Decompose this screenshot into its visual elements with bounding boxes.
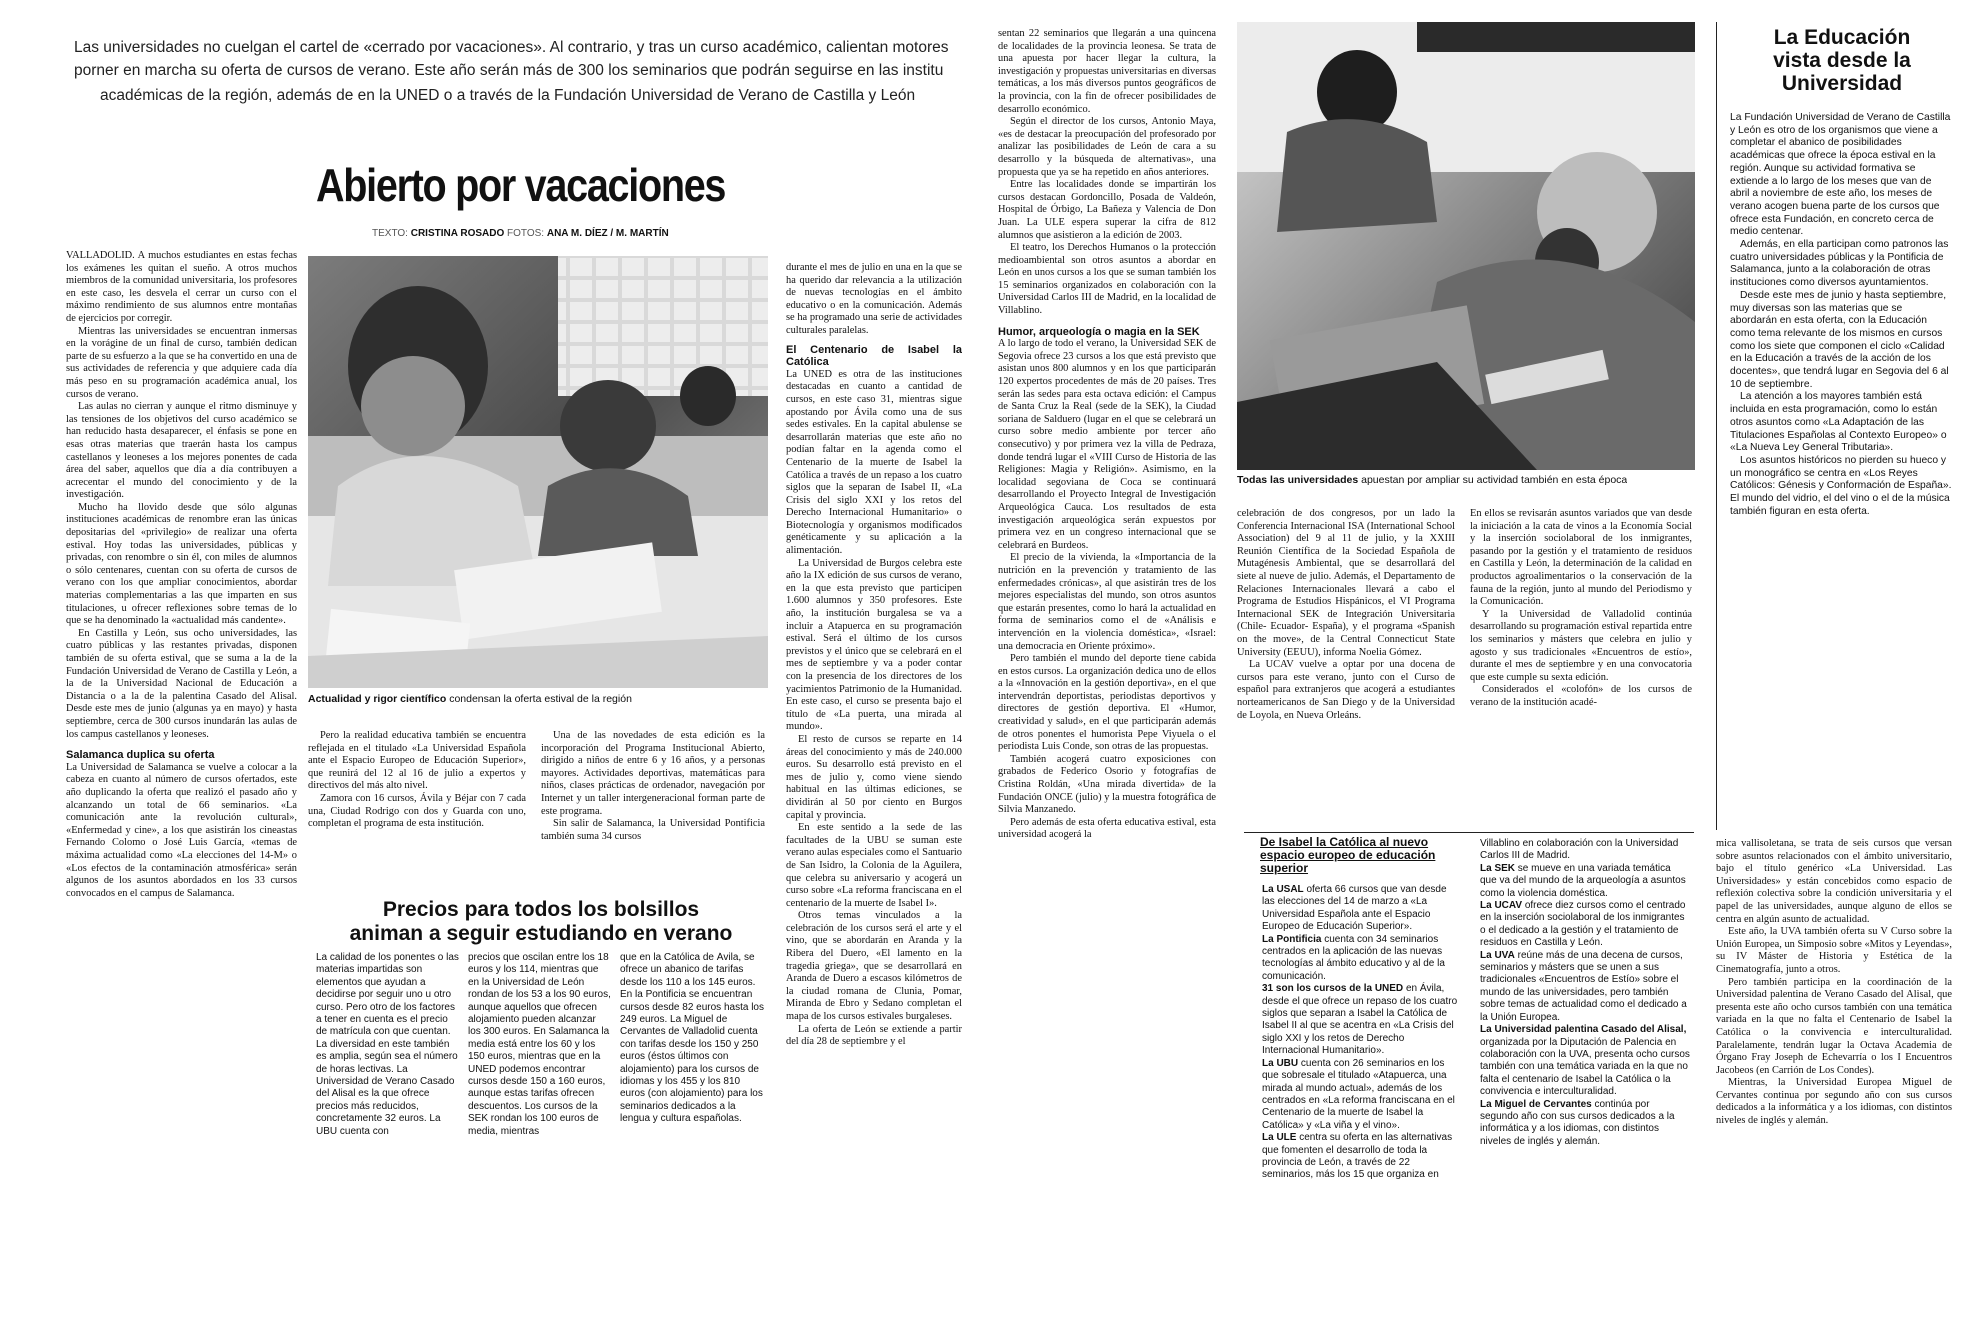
col4-p6: Otros temas vinculados a la celebración de los cursos será el arte y el vino, que se abordarán en Aranda y la Ribera del Duero, «El lamento en la tragedia griega», que se desarrollará en Aranda de Duero a escasos kilómetros de la ciudad romana de Clunia, Pomar, Miranda de Ebro y Sedano completan el mapa de los cursos estivales burgaleses. (786, 910, 962, 1023)
column-2 (308, 730, 526, 870)
prices-title-line1: Precios para todos los bolsillos (382, 898, 700, 921)
byline (372, 228, 669, 239)
sidebar-p5: Los asuntos históricos no pierden su hueco y un monográfico se centra en «Los Reyes Católicos: Génesis y Conformación de España». El mundo del vidrio, el del vino o el de la música también figuran en esta oferta. (1730, 454, 1952, 517)
col4-p5: En este sentido a la sede de las facultades de la UBU se suman este verano aulas especiales como el Santuario de San Isidro, la Colonia de la Aguilera, que celebra su aniversario y acogerá un curso sobre «La reforma franciscana en el centenario de la muerte de Isabel I». (786, 822, 962, 909)
col5-p3: Entre las localidades donde se impartirán los cursos destacan Gordoncillo, Posada de Valdeón, Hospital de Órbigo, La Bañeza y Valencia de Don Juan. La ULE espera superar la cifra de 812 alumnos que asistieron a la edición de 2003. (998, 179, 1216, 241)
box2-sek (1480, 863, 1690, 900)
col2-p2: Zamora con 16 cursos, Ávila y Béjar con 7 cada una, Ciudad Rodrigo con dos y Guarda con uno, completan el programa de esta institución. (308, 792, 526, 830)
prices-col-1 (316, 952, 460, 1304)
box2-ubu-text: cuenta con 26 seminarios en los que sobresale el titulado «Atapuerca, una mirada al mundo actual», además de los centrados en «La reforma franciscana en el Centenario de la muerte de Isabel la Católica» y «La viña y el vino». (1262, 1057, 1455, 1131)
col5-subhead: Humor, arqueología o magia en la SEK (998, 325, 1200, 338)
box2-sek-lead: La SEK (1480, 862, 1516, 874)
column-7 (1470, 508, 1692, 808)
photo1-caption (308, 693, 632, 705)
sidebar-p3: Desde este mes de junio y hasta septiembre, muy diversas son las materias que se abordarán en esta oferta, con la Educación como tema relevante de los mismos en cursos como los siete que componen el ciclo «Calidad en la Educación a través de la acción de los docentes», que tendrá lugar en Segovia del 6 al 10 de septiembre. (1730, 289, 1949, 390)
prices-col-3 (620, 952, 766, 1304)
col1-p4: Mucho ha llovido desde que sólo algunas instituciones académicas de renombre eran las únicas depositarias del «privilegio» de realizar una oferta estival. Hoy todas las universidades, públicas y privadas, con renombre o sin él, con miles de alumnos o sólo centenares, cuentan con su oferta de cursos de verano con los que ampliar conocimientos, abordar materias complementarias a las que imparten en sus titulaciones, u ofrecer reflexiones sobre temas de lo que se ha denominado la «actualidad más candente». (66, 501, 297, 627)
col4-p4: El resto de cursos se reparte en 14 áreas del conocimiento y más de 240.000 euros. Su desarrollo está previsto en el mes de julio y, como viene siendo habitual en las últimas ediciones, se dividirán al 50 por ciento en Burgos capital y provincia. (786, 733, 962, 821)
box2-cervantes-lead: La Miguel de Cervantes (1480, 1098, 1592, 1110)
photo1-caption-bold: Actualidad y rigor científico (308, 693, 447, 705)
photo-students-exam (308, 256, 768, 688)
col6-p1: celebración de dos congresos, por un lado la Conferencia Internacional ISA (International School Association) del 9 al 11 de julio, y la XXIII Reunión Científica de la Sociedad Española de Mutagénesis Ambiental, que se desarrollará del siete al nueve de julio. Además, el Departamento de Relaciones Internacionales llevará a cabo el Programa de Estudios Hispánicos, el VI Programa Internacional SEK de Integración Universitaria (Chile- Ecuador- España), y el programa «Spanish on the move», de la Central Connecticut State University (EEUU), informa Noelia Gómez. (1237, 508, 1455, 658)
box2-ucav (1480, 900, 1690, 950)
col1-p1: VALLADOLID. A muchos estudiantes en estas fechas los exámenes les quitan el sueño. A otros muchos miembros de la comunidad universitaria, los profesores en este caso, les desvela el cerrar un curso con el máximo rendimiento de sus alumnos entre montañas de ejercicios por corregir. (66, 250, 297, 324)
box2-ubu (1262, 1058, 1462, 1132)
col2-p1: Pero la realidad educativa también se encuentra reflejada en el titulado «La Universidad Española ante el Espacio Europeo de Educación Superior», que reunirá del 12 al 16 de julio a expertos y directivos del más alto nivel. (308, 730, 526, 792)
box2-usal-lead: La USAL (1262, 884, 1304, 895)
sidebar-title-line3: Universidad (1781, 72, 1903, 95)
prices-c1: La calidad de los ponentes o las materias impartidas son elementos que ayudan a decidirse por seguir uno u otro curso. Pero otro de los factores a tener en cuenta es el precio de matrícula con que cuentan. La diversidad en este también es amplia, según sea el número de horas lectivas. La Universidad de Verano Casado del Alisal es la que ofrece precios más reducidos, concretamente 32 euros. La UBU cuenta con (316, 952, 459, 1137)
headline: Abierto por vacaciones (316, 159, 726, 211)
box2-usal-text: oferta 66 cursos que van desde las elecciones del 14 de marzo a «La Universidad Española ante el Espacio Europeo de Educación Superior». (1262, 884, 1447, 933)
box2-col-left (1262, 884, 1462, 1310)
box2-palentina-lead: La Universidad palentina Casado del Alisal, (1480, 1024, 1687, 1036)
photo-classroom-image (1237, 22, 1695, 470)
col5-p6: El precio de la vivienda, la «Importancia de la nutrición en la prevención y tratamiento de las enfermedades crónicas», al que asistirán tres de los mejores especialistas del mundo, son otros asuntos que estarán presentes, como lo hará la actualidad en forma de seminarios como el de «Análisis e intervención en la violencia doméstica», «Israel: una democracia en Oriente próximo». (998, 552, 1216, 652)
col5-p2: Según el director de los cursos, Antonio Maya, «es de destacar la preocupación del profesorado por analizar las posibilidades de León de cara a su desarrollo y la búsqueda de alternativas», una propuesta que ya se ha repetido en años anteriores. (998, 116, 1216, 178)
col5-p1: sentan 22 seminarios que llegarán a una quincena de localidades de la provincia leonesa. Se trata de una apuesta por hacer llegar la cultura, la investigación y propuestas universitarias en diversas temáticas, a los más diversos puntos geográficos de la provincia, con la fin de ofrecer posibilidades de desarrollo económico. (998, 28, 1216, 115)
col1-p5: En Castilla y León, sus ocho universidades, las cuatro públicas y las restantes privadas, disponen también de su oferta estival, que se suma a la de la Fundación Universidad de Verano de Castilla y León, a la de la Universidad Nacional de Educación a Distancia o a la de la palentina Casado del Alisal. Desde este mes de junio (algunas ya en mayo) y hasta septiembre, cerca de 300 cursos inundarán las aulas de los campus castellanos y leoneses. (66, 627, 297, 740)
column-6 (1237, 508, 1455, 808)
byline-fotos-label: FOTOS: (507, 228, 545, 239)
column-4 (786, 262, 962, 1310)
col5-p4: El teatro, los Derechos Humanos o la protección medioambiental son otros asuntos a abordar en León en unos cursos a los que se suman también los 15 seminarios organizados en colaboración con la Universidad Carlos III de Madrid, en la localidad de Villablino. (998, 242, 1216, 317)
intro-line-1: Las universidades no cuelgan el cartel de «cerrado por vacaciones». Al contrario, y tras un curso académico, calientan motores (74, 39, 949, 56)
col1-p3: Las aulas no cierran y aunque el ritmo disminuye y las tensiones de los objetivos del curso académico se han reducido hasta desaparecer, el énfasis se pone en esas otras materias que traerán hasta los campus castellanos y leoneses a los mejores ponentes de cada área del saber, aquellos que día a día contribuyen a acrecentar el mundo del conocimiento y de la investigación. (66, 401, 297, 501)
box2-uned (1262, 983, 1462, 1057)
box2-top-rule (1244, 832, 1694, 833)
col8-p2: Este año, la UVA también oferta su V Curso sobre la Unión Europea, un Simposio sobre «Mitos y Leyendas», su IV Máster de Historia y Estética de la Cinematografía, junto a otros. (1716, 926, 1952, 975)
sidebar-p1: La Fundación Universidad de Verano de Castilla y León es otro de los organismos que viene a completar el abanico de posibilidades académicas que ofrece la época estival en la región. Aunque su actividad formativa se extiende a lo largo de los meses que van de abril a noviembre de este año, los meses de verano acogen buena parte de los cursos que ofrece esta Fundación, en concreto cerca de medio centenar. (1730, 112, 1951, 238)
photo2-caption-bold: Todas las universidades (1237, 474, 1359, 486)
col3-p2: Sin salir de Salamanca, la Universidad Pontificia también suma 34 cursos (541, 818, 765, 842)
intro-line-3: académicas de la región, además de en la UNED o a través de la Fundación Universidad de Verano de Castilla y León (100, 87, 916, 104)
box2-pontificia-text: cuenta con 34 seminarios centrados en la aplicación de las nuevas tecnologías al ámbito educativo y al de la comunicación. (1262, 933, 1445, 982)
photo2-caption-text: apuestan por ampliar su actividad también en esta época (1361, 474, 1628, 486)
sidebar-body (1730, 112, 1952, 812)
box2-ucav-text: ofrece diez cursos como el centrado en la inserción sociolaboral de los inmigrantes o el dedicado a la gestión y el tratamiento de residuos en Castilla y León. (1480, 900, 1686, 949)
photo2-caption (1237, 474, 1627, 486)
prices-title-line2: animan a seguir estudiando en verano (349, 922, 733, 945)
box2-title: De Isabel la Católica al nuevo espacio europeo de educación superior (1260, 835, 1436, 875)
col5-p7: Pero también el mundo del deporte tiene cabida en estos cursos. La organización dedica uno de ellos a la «Innovación en la gestión deportiva», en el que intervendrán deportistas, periodistas deportivos y directores de gestión deportiva. El «Humor, creatividad y salud», en el que participarán además de otros ponentes el humorista Pepe Viyuela o el periodista Luis Conde, son otras de las propuestas. (998, 653, 1216, 753)
column-3 (541, 730, 765, 870)
col1-p6: La Universidad de Salamanca se vuelve a colocar a la cabeza en cuanto al número de cursos ofertados, este año duplicando la oferta que realizó el pasado año y alcanzando un total de 66 seminarios. «La comunicación ante la revolución cultural», «Enfermedad y cine», a los que asistirán los cineastas Fernando Colomo o José Luis García, «temas de máxima actualidad como «La elecciones del 14-M» o «Los efectos de la contaminación atmosférica» serán algunos de los asuntos abordados en los 33 cursos convocados en el campus de Salamanca. (66, 761, 297, 899)
box2-pontificia-lead: La Pontificia (1262, 933, 1322, 945)
sidebar-divider (1716, 22, 1717, 830)
col5-p5: A lo largo de todo el verano, la Universidad SEK de Segovia ofrece 23 cursos a los que está previsto que asistan unos 800 alumnos y en los que participarán 120 expertos procedentes de más de 20 países. Tres serán las sedes para esta octava edición: el Campus de Santa Cruz la Real (sede de la SEK), la Ciudad soriana de Salduero (lugar en el que se celebrará un curso sobre medio ambiente por tercer año consecutivo) y por primera vez la villa de Pedraza, donde tendrá lugar el «VIII Curso de Historia de las Religiones: Magia y Religión». Asimismo, en la localidad segoviana de Coca se continuará desarrollando el Proyecto Integral de Investigación Arqueológica Cauca. Los resultados de esta investigación arqueológica serán expuestos por primera vez en un congreso internacional que se celebrará en Burdeos. (998, 338, 1216, 551)
col4-p7: La oferta de León se extiende a partir del día 28 de septiembre y el (786, 1023, 962, 1048)
sidebar-title (1724, 26, 1960, 95)
byline-author: CRISTINA ROSADO (410, 228, 505, 239)
column-1 (66, 250, 297, 1310)
col1-subhead: Salamanca duplica su oferta (66, 749, 215, 762)
sidebar-p2: Además, en ella participan como patronos las cuatro universidades públicas y la Pontificia de Salamanca, junto a la colaboración de otras instituciones como diversos ayuntamientos. (1730, 239, 1949, 289)
box2-cervantes (1480, 1099, 1690, 1149)
col7-p2: Y la Universidad de Valladolid continúa desarrollando su programación estival repartida entre los seminarios y másters que celebra en julio y agosto y sus tradicionales «Encuentros de estío», durante el mes de septiembre y en una convocatoria que este cumple su sexta edición. (1470, 608, 1692, 683)
col5-p9: Pero además de esta oferta educativa estival, esta universidad acogerá la (998, 816, 1216, 841)
box2-uned-lead: 31 son los cursos de la UNED (1262, 983, 1404, 995)
box2-uned-text: en Ávila, desde el que ofrece un repaso de los cuatro siglos que separan a Isabel la Católica de Isabel II al que se acentra en «La Crisis del siglo XXI y los retos de Derecho Internacional Humanitario». (1262, 983, 1458, 1057)
col8-p3: Pero también participa en la coordinación de la Universidad palentina de Verano Casado del Alisal, que presenta este año ocho cursos también con una temática variada en la que no falta el Centenario de Isabel la Católica o la convivencia e interculturalidad. Paralelamente, tendrán lugar la Octava Academia de Órgano Fray Joseph de Echevarría o los I Encuentros Jacobeos (en Carrión de Los Condes). (1716, 976, 1952, 1076)
intro-line-2: porner en marcha su oferta de cursos de verano. Este año serán más de 300 los seminarios que podrán seguirse en las institu (74, 62, 944, 79)
col3-p1: Una de las novedades de esta edición es la incorporación del Programa Institucional Abierto, dirigido a niños de entre 6 y 16 años, y a personas mayores. Actividades deportivas, matemáticas para niños, clases prácticas de ordenador, navegación por Internet y un taller intergeneracional forman parte de este programa. (541, 730, 765, 817)
sidebar-p4: La atención a los mayores también está incluida en esta programación, como lo están otros asuntos como «La Adaptación de las Titulaciones Españolas al Contexto Europeo» o «La Nueva Ley General Tributaria». (1730, 391, 1947, 454)
sidebar-title-line1: La Educación (1773, 26, 1911, 49)
box2-ule-text: centra su oferta en las alternativas que fomenten el desarrollo de toda la provincia de León, a través de 22 seminarios, más los 15 que organiza en (1262, 1132, 1453, 1181)
prices-box-title (316, 898, 766, 946)
col8-p1: mica vallisoletana, se trata de seis cursos que versan sobre asuntos relacionados con el ámbito universitario, bajo el título genérico «La Universidad. Las Universidades» y están concebidos como espacio de reflexión colectiva sobre la condición universitaria y el papel de las universidades, aunque alguno de ellos se centra en algún asunto de actualidad. (1716, 838, 1952, 925)
column-8 (1716, 838, 1952, 1310)
box2-palentina (1480, 1024, 1690, 1098)
box2-ucav-lead: La UCAV (1480, 900, 1523, 912)
photo-classroom (1237, 22, 1695, 470)
col8-p4: Mientras, la Universidad Europea Miguel de Cervantes continua por segundo año con sus cursos dedicados a la informática y a los idiomas, con distintos niveles de inglés y alemán. (1716, 1077, 1952, 1127)
box2-uva-lead: La UVA (1480, 949, 1515, 961)
sidebar-title-line2: vista desde la (1773, 49, 1911, 72)
col5-p8: También acogerá cuatro exposiciones con grabados de Federico Osorio y fotografías de Cristina Roldán, «Una mirada divertida» de la Fundación ONCE (julio) y la muestra fotográfica de Silvia Manzanedo. (998, 753, 1216, 816)
box2-pontificia (1262, 934, 1462, 984)
box2-uva-text: reúne más de una decena de cursos, seminarios y másters que se unen a sus tradicionales «Encuentros de Estío» sobre el mundo de las universidades, pero también sobre temas de actualidad como el dedicado a la Unión Europea. (1480, 949, 1687, 1023)
box2-uva (1480, 950, 1690, 1024)
col4-p1: durante el mes de julio en una en la que se ha querido dar relevancia a la utilización de nuevas tecnologías en el ámbito educativo o en la comunicación. Además se ha programado una serie de actividades culturales paralelas. (786, 262, 962, 336)
box2-usal (1262, 884, 1462, 934)
column-5 (998, 28, 1216, 1310)
box2-ubu-lead: La UBU (1262, 1057, 1299, 1069)
box2-sek-text: se mueve en una variada temática que va del mundo de la arqueología a asuntos como la violencia doméstica. (1480, 862, 1686, 899)
box2-col-right (1480, 838, 1690, 1310)
box2-ule-cont: Villablino en colaboración con la Universidad Carlos III de Madrid. (1480, 838, 1679, 862)
prices-c2: precios que oscilan entre los 18 euros y los 114, mientras que en la Universidad de León rondan de los 53 a los 90 euros, aunque aquellos que ofrecen alojamiento pueden alcanzar los 300 euros. En Salamanca la media está entre los 60 y los 150 euros, mientras que en la UNED podemos encontrar cursos desde 150 a 160 euros, aunque estas tarifas ofrecen descuentos. Los cursos de la SEK rondan los 100 euros de media, mientras (468, 952, 611, 1137)
col7-p1: En ellos se revisarán asuntos variados que van desde la iniciación a la cata de vinos a la Economía Social y la inserción sociolaboral de los inmigrantes, pasando por la gestión y el tratamiento de residuos en Castilla y León, la determinación de la calidad en productos agroalimentarios o la conservación de la fauna de la región, junto al mundo del Periodismo y la Comunicación. (1470, 508, 1692, 608)
box2-cervantes-text: continúa por segundo año con sus cursos dedicados a la informática y a los idiomas, con distintos niveles de inglés y alemán. (1480, 1098, 1675, 1147)
col4-p2: La UNED es otra de las instituciones destacadas en cuanto a cantidad de cursos, en este caso 31, mientras sigue apostando por Ávila como una de sus sedes estivales. En la capital abulense se desarrollarán materias que este año no podían faltar en la agenda como el Centenario de la muerte de Isabel la Católica a través de un repaso a los cuatro siglos que la separan de Isabel II, «La Crisis del siglo XXI y los retos del Derecho Internacional Humanitario» o Biotecnología y organismos modificados genéticamente y su aplicación a la alimentación. (786, 368, 962, 557)
col6-p2: La UCAV vuelve a optar por una docena de cursos para este verano, junto con el Curso de español para extranjeros que acogerá a estudiantes norteamericanos de San Diego y de la Universidad de Loyola, en Nueva Orleáns. (1237, 659, 1455, 721)
byline-photographers: ANA M. DÍEZ / M. MARTÍN (546, 228, 669, 239)
prices-c3: que en la Católica de Ávila, se ofrece un abanico de tarifas desde los 110 a los 145 euros. En la Pontificia se encuentran cursos desde 82 euros hasta los 249 euros. La Miguel de Cervantes de Valladolid cuenta con tarifas desde los 150 y 250 euros (éstos últimos con alojamiento) para los cursos de idiomas y los 455 y los 810 euros (con alojamiento) para los seminarios dedicados a la lengua y cultura españolas. (620, 952, 764, 1125)
byline-texto-label: TEXTO: (372, 228, 408, 239)
col7-p3: Considerados el «colofón» de los cursos de verano de la institución acadé- (1470, 684, 1692, 708)
prices-col-2 (468, 952, 611, 1304)
col4-subhead: El Centenario de Isabel la Católica (786, 343, 962, 369)
box2-ule-lead: La ULE (1262, 1132, 1297, 1144)
photo-students-exam-image (308, 256, 768, 688)
col4-p3: La Universidad de Burgos celebra este año la IX edición de sus cursos de verano, en la que esta previsto que participen 1.600 alumnos y 350 profesores. Este año, la institución burgalesa se va a incluir a Atapuerca en su programación estival. Será el último de los cursos previstos y el único que se celebrará en el mes de septiembre y va a poder contar con la presencia de los directores de los yacimientos Patrimonio de la Humanidad. En este caso, el curso se presenta bajo el título de «La puerta, una mirada al mundo». (786, 557, 962, 733)
box2-palentina-text: organizada por la Diputación de Palencia en colaboración con la UVA, presenta ocho cursos también con una temática variada en la que no falta el centenario de Isabel la Católica o la convivencia e interculturalidad. (1480, 1036, 1690, 1098)
box2-ule (1262, 1132, 1462, 1182)
col1-p2: Mientras las universidades se encuentran inmersas en la vorágine de un final de curso, también dedican parte de su esfuerzo a la que se ha convertido en una de sus actividades de referencia y que adquiere cada día más peso en su programación académica anual, los cursos de verano. (66, 325, 297, 400)
photo1-caption-text: condensan la oferta estival de la región (449, 693, 632, 705)
